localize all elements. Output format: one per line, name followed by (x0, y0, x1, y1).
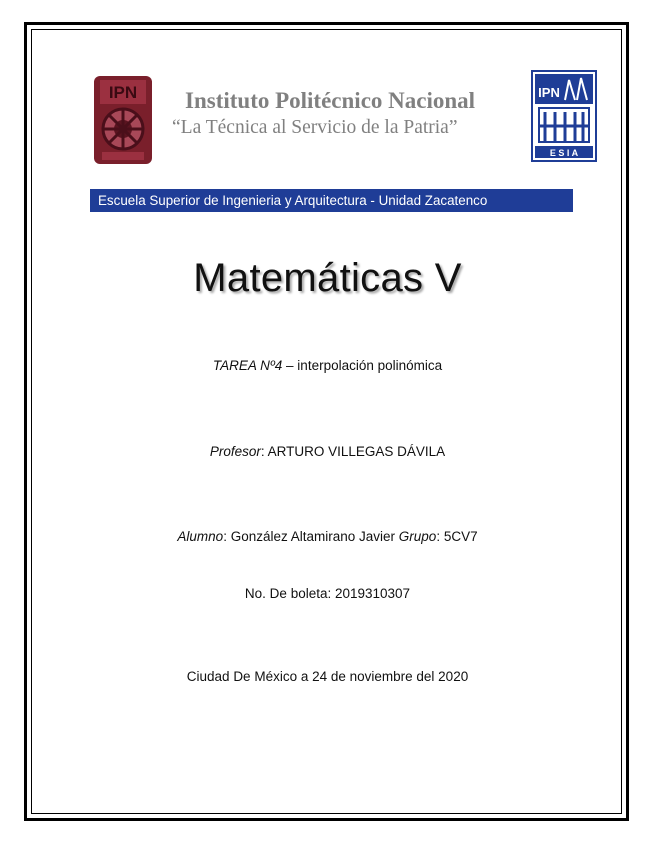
school-banner: Escuela Superior de Ingenieria y Arquitectura - Unidad Zacatenco (90, 189, 573, 212)
professor-label: Profesor (209, 444, 261, 459)
student-line (0, 529, 655, 544)
document-title: Matemáticas V (193, 256, 462, 300)
boleta-line: No. De boleta: 2019310307 (244, 586, 411, 601)
institution-motto: “La Técnica al Servicio de la Patria” (172, 117, 458, 138)
group-value: : 5CV7 (436, 529, 478, 544)
esia-logo (531, 70, 597, 162)
student-label: Alumno (177, 529, 224, 544)
assignment-line (0, 358, 655, 373)
group-label: Grupo (398, 529, 437, 544)
ipn-logo (92, 74, 154, 166)
svg-text:E S I A: E S I A (549, 148, 579, 158)
svg-text:IPN: IPN (538, 85, 560, 100)
student-name: : González Altamirano Javier (223, 529, 399, 544)
place-date-line: Ciudad De México a 24 de noviembre del 2020 (186, 669, 469, 684)
svg-text:IPN: IPN (108, 83, 138, 102)
professor-line (0, 444, 655, 459)
professor-name: : ARTURO VILLEGAS DÁVILA (260, 444, 446, 459)
assignment-label: TAREA Nº4 (212, 358, 283, 373)
assignment-text: – interpolación polinómica (282, 358, 443, 373)
institution-name: Instituto Politécnico Nacional (185, 88, 476, 113)
